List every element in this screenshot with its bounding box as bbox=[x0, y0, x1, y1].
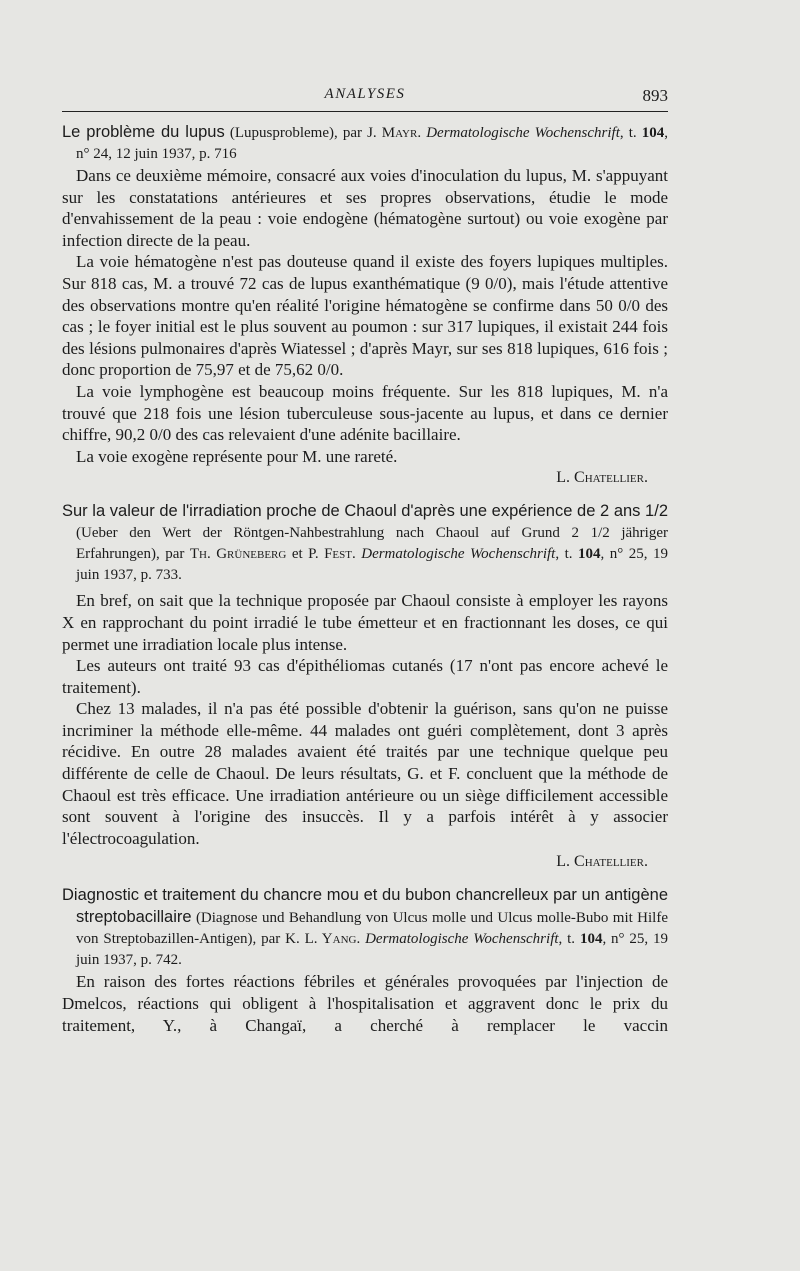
paragraph: La voie exogène représente pour M. une rareté. bbox=[76, 446, 398, 466]
separator: , t. bbox=[619, 125, 642, 141]
original-title: (Lupusprobleme), par J. bbox=[224, 125, 382, 141]
article-title: Sur la valeur de l'irradiation proche de Chaoul d'après une expérience de 2 ans 1/2 bbox=[62, 502, 668, 521]
paragraph: En bref, on sait que la technique proposée par Chaoul consiste à employer les rayons X en rapprochant du point irradié le tube émetteur et en fractionnant les doses, ce qui permet une irradiation locale plus intense. bbox=[62, 591, 668, 654]
volume: 104 bbox=[641, 125, 665, 141]
article-chaoul bbox=[62, 501, 668, 873]
paragraph: Chez 13 malades, il n'a pas été possible d'obtenir la guérison, sans qu'on ne puisse incriminer la méthode elle-même. 44 malades ont guéri complètement, dont 3 après récidive. En outre 28 malades avaient été traités par une technique quelque peu différente de celle de Chaoul. De leurs résultats, G. et F. concluent que la méthode de Chaoul est très efficace. Une irradiation antérieure ou un siège difficilement accessible sont souvent à l'origine des insuccès. Il y a parfois intérêt à y associer l'électrocoagulation. bbox=[62, 699, 668, 848]
separator: . bbox=[356, 931, 366, 948]
separator: , t. bbox=[558, 931, 580, 948]
article-heading bbox=[62, 501, 668, 586]
author: Th. Grüneberg bbox=[189, 546, 287, 563]
separator: , t. bbox=[555, 546, 578, 563]
citation-rest: , n° 25, 19 juin 1937, p. 733. bbox=[76, 546, 668, 584]
separator: . bbox=[417, 125, 427, 141]
page bbox=[62, 86, 668, 1036]
signature: L. Chatellier. bbox=[556, 853, 648, 871]
journal: Dermatologische Wochenschrift bbox=[426, 125, 620, 141]
original-title: (Ueber den Wert der Röntgen-Nahbestrahlung nach Chaoul auf Grund 2 1/2 jähriger Erfahrungen), par bbox=[76, 525, 668, 563]
separator: et bbox=[286, 546, 309, 563]
volume: 104 bbox=[579, 931, 603, 948]
separator: . bbox=[351, 546, 362, 563]
article-title: Diagnostic et traitement du chancre mou et du bubon chancrelleux par un antigène streptobacillaire bbox=[62, 886, 668, 927]
author: K. L. Yang bbox=[285, 931, 357, 948]
citation-rest: , n° 24, 12 juin 1937, p. 716 bbox=[76, 125, 669, 162]
signature: L. Chatellier. bbox=[556, 469, 648, 487]
article-heading bbox=[62, 885, 668, 971]
volume: 104 bbox=[578, 546, 601, 563]
original-title: (Diagnose und Behandlung von Ulcus molle und Ulcus molle-Bubo mit Hilfe von Streptobazillen-Antigen), par bbox=[76, 910, 668, 948]
header-rule bbox=[62, 111, 668, 112]
paragraph: Les auteurs ont traité 93 cas d'épithéliomas cutanés (17 n'ont pas encore achevé le traitement). bbox=[62, 656, 668, 697]
citation-rest: , n° 25, 19 juin 1937, p. 742. bbox=[76, 931, 669, 969]
article-heading bbox=[62, 122, 668, 165]
journal: Dermatologische Wochenschrift bbox=[365, 931, 559, 948]
paragraph: Dans ce deuxième mémoire, consacré aux voies d'inoculation du lupus, M. s'appuyant sur les constatations antérieures et ses propres observations, étudie le mode d'envahissement de la peau : voie endogène (hématogène surtout) ou voie exogène par infection directe de la peau. bbox=[62, 166, 668, 250]
running-head-title: ANALYSES bbox=[324, 86, 406, 102]
page-number: 893 bbox=[642, 86, 668, 105]
paragraph: La voie lymphogène est beaucoup moins fréquente. Sur les 818 lupiques, M. n'a trouvé que 218 fois une lésion tuberculeuse sous-jacente au lupus, et dans ce dernier chiffre, 90,2 0/0 des cas relevaient d'une adénite bacillaire. bbox=[62, 381, 668, 445]
running-head bbox=[62, 86, 668, 108]
paragraph: La voie hématogène n'est pas douteuse quand il existe des foyers lupiques multiples. Sur 818 cas, M. a trouvé 72 cas de lupus exanthématique (9 0/0), mais l'étude attentive des observations montre qu'en réalité l'origine hématogène se confirme dans 50 0/0 des cas ; le foyer initial est le plus souvent au poumon : sur 317 lupiques, il existait 244 fois des lésions pulmonaires d'après Wiatessel ; d'après Mayr, sur ses 818 lupiques, 616 fois ; donc proportion de 75,97 et de 75,62 0/0. bbox=[62, 252, 668, 380]
journal: Dermatologische Wochenschrift bbox=[361, 546, 556, 563]
author: Mayr bbox=[381, 125, 418, 141]
paragraph: En raison des fortes réactions fébriles et générales provoquées par l'injection de Dmelcos, réactions qui obligent à l'hospitalisation et aggravent donc le prix du traitement, Y., à Changaï, a cherché à remplacer le vaccin bbox=[62, 972, 668, 1035]
article-title: Le problème du lupus bbox=[62, 123, 225, 141]
article-lupus bbox=[62, 122, 668, 489]
article-chancre bbox=[62, 885, 668, 1036]
author: P. Fest bbox=[308, 546, 352, 563]
